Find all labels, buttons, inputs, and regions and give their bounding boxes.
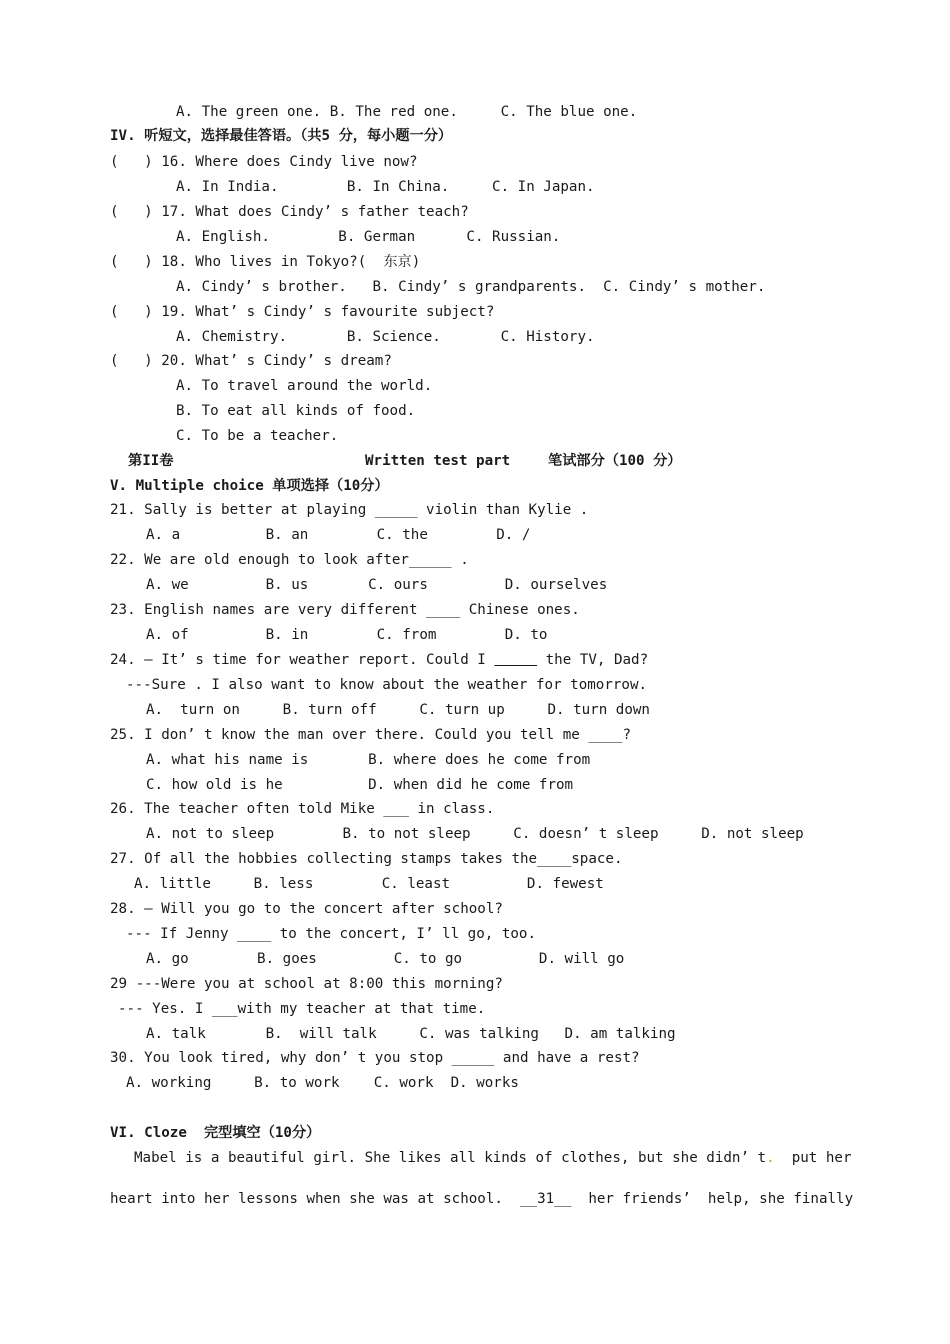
- question-20-option-c: C. To be a teacher.: [176, 428, 339, 444]
- question-26: 26. The teacher often told Mike ___ in class.: [110, 801, 495, 817]
- cloze-line-1-mark: .: [766, 1150, 775, 1166]
- written-test-label: Written test part: [365, 453, 511, 469]
- question-18-options: A. Cindy’ s brother. B. Cindy’ s grandparents. C. Cindy’ s mother.: [176, 279, 766, 295]
- question-23-options: A. of B. in C. from D. to: [146, 627, 548, 643]
- question-17: ( ) 17. What does Cindy’ s father teach?: [110, 204, 469, 220]
- section-5-heading: V. Multiple choice 单项选择（10分）: [110, 478, 389, 494]
- cloze-paragraph-line-2: [110, 1189, 853, 1209]
- question-27-options: A. little B. less C. least D. fewest: [134, 876, 604, 892]
- cloze-line-2-end: her friends’ help, she finally: [571, 1191, 854, 1207]
- question-21-options: A. a B. an C. the D. /: [146, 527, 531, 543]
- question-24-text-end: the TV, Dad?: [537, 652, 649, 668]
- question-24-options: A. turn on B. turn off C. turn up D. turn down: [146, 702, 650, 718]
- question-19: ( ) 19. What’ s Cindy’ s favourite subject?: [110, 304, 495, 320]
- written-part-score: 笔试部分（100 分）: [548, 453, 682, 469]
- question-23: 23. English names are very different ____ Chinese ones.: [110, 602, 580, 618]
- question-18: ( ) 18. Who lives in Tokyo?( 东京): [110, 254, 421, 270]
- question-24-blank: [494, 652, 537, 668]
- cloze-blank-31: __31__: [520, 1191, 572, 1207]
- question-20: ( ) 20. What’ s Cindy’ s dream?: [110, 353, 392, 369]
- question-19-options: A. Chemistry. B. Science. C. History.: [176, 329, 595, 345]
- question-25-options-ab: A. what his name is B. where does he come from: [146, 752, 591, 768]
- question-20-option-b: B. To eat all kinds of food.: [176, 403, 416, 419]
- question-30-options: A. working B. to work C. work D. works: [126, 1075, 519, 1091]
- cloze-paragraph-line-1: [134, 1148, 852, 1168]
- cloze-line-1-end: put her: [774, 1150, 852, 1166]
- section-4-heading: IV. 听短文，选择最佳答语。（共5 分，每小题一分）: [110, 128, 453, 144]
- part-2-label: 第II卷: [128, 453, 174, 469]
- question-29: 29 ---Were you at school at 8:00 this morning?: [110, 976, 503, 992]
- question-26-options: A. not to sleep B. to not sleep C. doesn’ t sleep D. not sleep: [146, 826, 804, 842]
- question-22: 22. We are old enough to look after_____ .: [110, 552, 469, 568]
- question-22-options: A. we B. us C. ours D. ourselves: [146, 577, 608, 593]
- question-16: ( ) 16. Where does Cindy live now?: [110, 154, 418, 170]
- question-29-reply: --- Yes. I ___with my teacher at that time.: [118, 1001, 486, 1017]
- q15-options: A. The green one. B. The red one. C. The blue one.: [176, 104, 638, 120]
- question-24-text-start: 24. – It’ s time for weather report. Could I: [110, 652, 495, 668]
- question-30: 30. You look tired, why don’ t you stop _____ and have a rest?: [110, 1050, 640, 1066]
- question-25-options-cd: C. how old is he D. when did he come from: [146, 777, 574, 793]
- question-17-options: A. English. B. German C. Russian.: [176, 229, 561, 245]
- question-21: 21. Sally is better at playing _____ violin than Kylie .: [110, 502, 589, 518]
- question-24-reply: ---Sure . I also want to know about the weather for tomorrow.: [126, 677, 648, 693]
- question-28: 28. – Will you go to the concert after school?: [110, 901, 503, 917]
- section-6-heading: VI. Cloze 完型填空（10分）: [110, 1125, 321, 1141]
- question-29-options: A. talk B. will talk C. was talking D. am talking: [146, 1026, 676, 1042]
- question-25: 25. I don’ t know the man over there. Could you tell me ____?: [110, 727, 632, 743]
- question-20-option-a: A. To travel around the world.: [176, 378, 433, 394]
- question-28-options: A. go B. goes C. to go D. will go: [146, 951, 625, 967]
- question-16-options: A. In India. B. In China. C. In Japan.: [176, 179, 595, 195]
- question-28-reply: --- If Jenny ____ to the concert, I’ ll go, too.: [126, 926, 536, 942]
- question-27: 27. Of all the hobbies collecting stamps takes the____space.: [110, 851, 623, 867]
- cloze-line-2-text: heart into her lessons when she was at school.: [110, 1191, 520, 1207]
- question-24: [110, 650, 648, 670]
- cloze-line-1-text: Mabel is a beautiful girl. She likes all kinds of clothes, but she didn’ t: [134, 1150, 767, 1166]
